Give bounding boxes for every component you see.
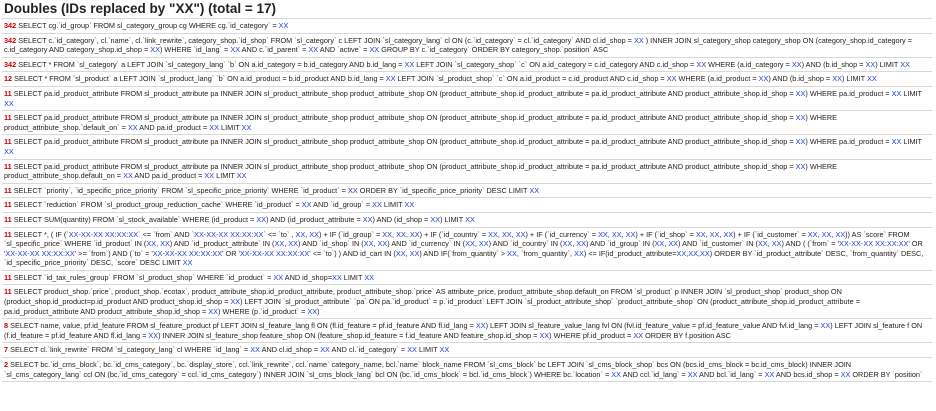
placeholder-token: XX bbox=[598, 229, 608, 239]
query-row bbox=[2, 213, 932, 228]
sql-fragment: SELECT pa.id_product_attribute FROM sl_product_attribute pa INNER JOIN sl_product_attribute_shop product_attribute_shop ON (product_attribute_shop.id_product_attribute = pa.id_product_attribute AND product_attribute_shop.id_shop = bbox=[13, 88, 796, 98]
sql-fragment: ) WHERE pf.id_product = bbox=[549, 330, 634, 340]
query-sql bbox=[14, 74, 877, 83]
query-row bbox=[2, 87, 932, 111]
placeholder-token: XX bbox=[576, 239, 586, 249]
sql-fragment: SELECT pa.id_product_attribute FROM sl_product_attribute pa INNER JOIN sl_product_attribute_shop product_attribute_shop ON (product_attribute_shop.id_product_attribute = pa.id_product_attribute AND product_attribute_shop.id_shop = bbox=[13, 137, 796, 147]
sql-fragment: SELECT c.`id_category`, cl.`name`, cl.`link_rewrite`, category_shop.`id_shop` FROM `sl_category` c LEFT JOIN `sl_category_lang` cl ON (c.`id_category` = cl.`id_category` AND cl.id_shop = bbox=[18, 35, 634, 45]
query-list bbox=[0, 18, 936, 382]
query-row bbox=[2, 160, 932, 184]
placeholder-token: XX bbox=[891, 137, 902, 147]
sql-fragment: ) WHERE (p.`id_product` = bbox=[217, 306, 308, 316]
sql-fragment: ) LEFT JOIN sl_feature f ON (f.id_feature = pf.id_feature AND fl.id_lang = bbox=[4, 321, 923, 340]
query-sql bbox=[4, 89, 922, 108]
query-count: 11 bbox=[4, 287, 12, 297]
sql-fragment: ) WHERE product_attribute_shop.`default_on` = bbox=[4, 113, 838, 132]
sql-fragment: ) LEFT JOIN `sl_product_attribute` `pa` ON pa.`id_product` = p.`id_product` LEFT JOIN `sl_product_attribute_shop` `product_attribute_shop` ON (product_attribute_shop.id_product_attribute = pa.id_product_attribute AND product_attribute_shop.id_shop = bbox=[4, 297, 860, 316]
placeholder-token: XX bbox=[865, 59, 876, 69]
sql-fragment: SELECT cg.`id_group` FROM sl_category_group cg WHERE cg.`id_category` = bbox=[18, 21, 279, 30]
sql-fragment: ) WHERE pa.id_product = bbox=[805, 88, 892, 98]
sql-fragment: , bbox=[497, 229, 502, 239]
placeholder-token: XX bbox=[230, 297, 241, 307]
sql-fragment: AND c.`id_parent` = bbox=[240, 45, 309, 55]
sql-fragment: , bbox=[156, 239, 161, 249]
query-sql bbox=[14, 215, 475, 224]
sql-fragment: ) INNER JOIN sl_category_shop category_shop ON (category_shop.id_category = c.id_category AND category_shop.id_shop = bbox=[4, 35, 912, 55]
sql-fragment: AND bcl.`id_lang` = bbox=[697, 369, 765, 379]
sql-fragment: ) WHERE `id_lang` = bbox=[159, 45, 231, 55]
sql-fragment: , bbox=[405, 248, 410, 258]
sql-fragment: , bbox=[621, 229, 626, 239]
placeholder-token: XX bbox=[475, 321, 486, 331]
placeholder-token: XX bbox=[633, 35, 644, 45]
query-row bbox=[2, 34, 932, 58]
placeholder-token: XX bbox=[404, 59, 415, 69]
sql-fragment: SELECT *, ( IF (` bbox=[13, 229, 69, 239]
query-count: 342 bbox=[4, 21, 17, 30]
sql-fragment: , `from_quantity`, bbox=[516, 248, 575, 258]
placeholder-token: XX bbox=[395, 248, 406, 258]
placeholder-token: XX bbox=[666, 74, 677, 84]
placeholder-token: XX bbox=[382, 229, 393, 239]
query-count: 11 bbox=[4, 214, 12, 224]
placeholder-token: XX bbox=[250, 345, 260, 355]
sql-fragment: ) + IF (`id_currency` = bbox=[525, 229, 599, 239]
query-count: 11 bbox=[4, 137, 12, 147]
placeholder-token: XX bbox=[372, 200, 382, 210]
placeholder-token: XX bbox=[757, 239, 768, 249]
placeholder-token: XX bbox=[182, 258, 193, 268]
placeholder-token: XX-XX-XX XX:XX:XX bbox=[68, 229, 139, 239]
query-row bbox=[2, 58, 932, 73]
placeholder-token: XX-XX-XX XX:XX:XX bbox=[839, 239, 909, 249]
sql-fragment: WHERE (a.id_product = bbox=[676, 74, 759, 84]
sql-fragment: ) AND `id_product_attribute` IN ( bbox=[169, 239, 275, 249]
placeholder-token: XX bbox=[407, 345, 417, 355]
placeholder-token: XX bbox=[4, 98, 14, 108]
sql-fragment: ' OR ' bbox=[222, 248, 240, 258]
sql-fragment: ORDER BY `position` bbox=[850, 369, 923, 379]
placeholder-token: XX bbox=[362, 214, 373, 224]
sql-fragment: ) AND (id_product_attribute = bbox=[266, 214, 363, 224]
placeholder-token: XX bbox=[832, 74, 842, 84]
placeholder-token: XX bbox=[539, 330, 550, 340]
query-count: 11 bbox=[4, 113, 12, 123]
query-row bbox=[2, 358, 932, 382]
sql-fragment: , bbox=[664, 239, 669, 249]
query-count: 2 bbox=[4, 360, 9, 370]
placeholder-token: XX bbox=[611, 229, 622, 239]
sql-fragment: LEFT JOIN `sl_product_shop` `c` ON a.id_product = c.id_product AND c.id_shop = bbox=[395, 74, 667, 84]
placeholder-token: XX bbox=[695, 229, 706, 239]
placeholder-token: XX bbox=[204, 171, 215, 181]
sql-fragment: SELECT `reduction` FROM `sl_product_group_reduction_cache` WHERE `id_product` = bbox=[13, 200, 302, 210]
sql-fragment: LIMIT bbox=[214, 171, 237, 181]
sql-fragment: GROUP BY c.`id_category` ORDER BY category_shop.`position` ASC bbox=[379, 45, 609, 55]
placeholder-token: XX bbox=[150, 45, 160, 55]
placeholder-token: XX bbox=[309, 229, 320, 239]
placeholder-token: XX bbox=[439, 345, 450, 355]
sql-fragment: ) + IF (`id_shop` = bbox=[635, 229, 696, 239]
placeholder-token: XX bbox=[700, 248, 710, 258]
sql-fragment: AND cl.`id_category` = bbox=[329, 345, 408, 355]
query-sql bbox=[18, 60, 910, 69]
placeholder-token: XX bbox=[758, 74, 769, 84]
placeholder-token: XX bbox=[347, 185, 358, 195]
placeholder-token: XX bbox=[795, 88, 806, 98]
placeholder-token: XX bbox=[668, 239, 679, 249]
placeholder-token: XX bbox=[764, 369, 775, 379]
sql-fragment: AND `active` = bbox=[318, 45, 370, 55]
placeholder-token: XX bbox=[278, 21, 289, 30]
query-count: 8 bbox=[4, 321, 9, 331]
sql-fragment: , bbox=[817, 229, 822, 239]
sql-fragment: SELECT name, value, pf.id_feature FROM sl_feature_product pf LEFT JOIN sl_feature_lang fl ON (fl.id_feature = pf.id_feature AND fl.id_lang = bbox=[10, 321, 476, 331]
placeholder-token: XX bbox=[840, 369, 851, 379]
sql-fragment: LIMIT bbox=[381, 200, 405, 210]
query-row bbox=[2, 111, 932, 135]
placeholder-token: XX bbox=[529, 185, 540, 195]
sql-fragment: , bbox=[767, 239, 772, 249]
query-row bbox=[2, 228, 932, 271]
placeholder-token: XX bbox=[123, 171, 133, 181]
placeholder-token: XX bbox=[160, 239, 170, 249]
sql-fragment: ) + IF (`id_customer` = bbox=[733, 229, 808, 239]
placeholder-token: XX bbox=[611, 369, 621, 379]
placeholder-token: XX bbox=[654, 239, 665, 249]
placeholder-token: XX-XX-XX XX:XX:XX bbox=[239, 248, 310, 258]
sql-fragment: SELECT * FROM `sl_product` a LEFT JOIN `sl_product_lang` `b` ON a.id_product = b.id_product AND b.id_lang = bbox=[14, 74, 386, 84]
placeholder-token: XX bbox=[241, 122, 252, 132]
placeholder-token: XX bbox=[295, 229, 306, 239]
placeholder-token: XX bbox=[515, 229, 526, 239]
placeholder-token: XX bbox=[369, 45, 380, 55]
query-count: 342 bbox=[4, 59, 17, 69]
sql-fragment: , bbox=[474, 239, 479, 249]
query-sql bbox=[14, 200, 414, 209]
sql-fragment: , bbox=[698, 248, 701, 258]
sql-fragment: ) AND (id_shop = bbox=[372, 214, 431, 224]
sql-fragment: ) + IF (`id_group` = bbox=[319, 229, 383, 239]
sql-fragment: SELECT pa.id_product_attribute FROM sl_product_attribute pa INNER JOIN sl_product_attribute_shop product_attribute_shop ON (product_attribute_shop.id_product_attribute = pa.id_product_attribute AND product_attribute_shop.id_shop = bbox=[13, 113, 796, 123]
placeholder-token: XX bbox=[688, 248, 698, 258]
placeholder-token: XX bbox=[633, 330, 644, 340]
sql-fragment: AND cl.id_shop = bbox=[259, 345, 321, 355]
sql-fragment: ' >= `from`) AND (`to` = ' bbox=[74, 248, 153, 258]
placeholder-token: XX bbox=[891, 88, 902, 98]
sql-fragment: ) AND `id_group` IN ( bbox=[585, 239, 655, 249]
sql-fragment: ORDER BY f.position ASC bbox=[643, 330, 731, 340]
sql-fragment: ) AND (b.id_shop = bbox=[768, 74, 833, 84]
placeholder-token: XX bbox=[208, 306, 218, 316]
placeholder-token: XX bbox=[687, 369, 698, 379]
query-sql bbox=[4, 230, 923, 268]
placeholder-token: XX bbox=[807, 229, 818, 239]
query-row bbox=[2, 135, 932, 159]
placeholder-token: XX bbox=[507, 248, 517, 258]
sql-fragment: ) LIMIT bbox=[875, 59, 901, 69]
placeholder-token: XX bbox=[488, 229, 498, 239]
query-count: 11 bbox=[4, 161, 12, 171]
sql-fragment: , bbox=[719, 229, 724, 239]
placeholder-token: XX bbox=[209, 122, 219, 132]
query-sql bbox=[4, 113, 837, 132]
sql-fragment: AND bcs.id_shop = bbox=[774, 369, 841, 379]
sql-fragment: , bbox=[831, 229, 836, 239]
sql-fragment: SELECT pa.id_product_attribute FROM sl_product_attribute pa INNER JOIN sl_product_attribute_shop product_attribute_shop ON (product_attribute_shop.id_product_attribute = pa.id_product_attribute AND product_attribute_shop.id_shop = bbox=[13, 161, 796, 171]
sql-fragment: ) AND (b.id_shop = bbox=[801, 59, 866, 69]
query-sql bbox=[4, 321, 922, 340]
sql-fragment: , bbox=[572, 239, 577, 249]
placeholder-token: XX bbox=[377, 239, 388, 249]
sql-fragment: , bbox=[373, 239, 378, 249]
placeholder-token: XX bbox=[230, 45, 241, 55]
sql-fragment: AND pa.id_product = bbox=[132, 171, 205, 181]
query-sql bbox=[4, 360, 922, 379]
sql-fragment: SELECT `id_tax_rules_group` FROM `sl_product_shop` WHERE `id_product` = bbox=[13, 272, 274, 282]
sql-fragment: ) WHERE product_attribute_shop.default_on = bbox=[4, 161, 838, 181]
placeholder-token: XX bbox=[274, 239, 285, 249]
query-sql bbox=[14, 186, 539, 195]
placeholder-token: XX bbox=[409, 248, 420, 258]
placeholder-token: XX-XX-XX XX:XX:XX bbox=[194, 229, 264, 239]
sql-fragment: ) bbox=[317, 306, 320, 316]
placeholder-token: XX bbox=[273, 272, 284, 282]
placeholder-token: XX bbox=[709, 229, 720, 239]
query-sql bbox=[4, 36, 912, 55]
placeholder-token: XX bbox=[396, 229, 406, 239]
query-sql bbox=[4, 287, 860, 315]
placeholder-token: XX bbox=[4, 146, 14, 156]
query-count: 11 bbox=[4, 272, 12, 282]
query-count: 11 bbox=[4, 200, 12, 210]
sql-fragment: ) AND `id_country` IN ( bbox=[488, 239, 563, 249]
query-count: 12 bbox=[4, 74, 13, 84]
sql-fragment: ) AND `id_customer` IN ( bbox=[678, 239, 758, 249]
placeholder-token: XX bbox=[127, 122, 138, 132]
sql-fragment: ) LIMIT bbox=[841, 74, 867, 84]
sql-fragment: , bbox=[607, 229, 612, 239]
sql-fragment: WHERE (a.id_category = bbox=[706, 59, 792, 69]
sql-fragment: , bbox=[686, 248, 689, 258]
query-row bbox=[2, 72, 932, 87]
query-sql bbox=[4, 162, 837, 181]
placeholder-token: XX bbox=[562, 239, 573, 249]
sql-fragment: ` <= `to` , bbox=[263, 229, 296, 239]
sql-fragment: ) LIMIT bbox=[440, 214, 466, 224]
sql-fragment: ) AND IF(`from_quantity` > bbox=[419, 248, 508, 258]
query-row bbox=[2, 343, 932, 358]
sql-fragment: SELECT `priority`, `id_specific_price_priority` FROM `sl_specific_price_priority` WHERE `id_product` = bbox=[13, 185, 348, 195]
sql-fragment: , bbox=[284, 239, 289, 249]
sql-fragment: LIMIT bbox=[416, 345, 440, 355]
sql-fragment: ) LEFT JOIN sl_feature_value_lang fvl ON (fvl.id_feature_value = pf.id_feature_value AND fvl.id_lang = bbox=[485, 321, 821, 331]
placeholder-token: XX bbox=[148, 330, 159, 340]
placeholder-token: XX bbox=[307, 306, 318, 316]
sql-fragment: ) + IF (`id_country` = bbox=[419, 229, 489, 239]
query-row bbox=[2, 18, 932, 34]
sql-fragment: SELECT SUM(quantity) FROM `sl_stock_available` WHERE (id_product = bbox=[13, 214, 257, 224]
query-sql bbox=[14, 273, 374, 282]
query-count: 11 bbox=[4, 88, 12, 98]
sql-fragment: ' OR ' bbox=[4, 239, 923, 258]
sql-fragment: , bbox=[405, 229, 410, 239]
query-sql bbox=[18, 21, 288, 30]
sql-fragment: ` <= `from` AND ` bbox=[138, 229, 195, 239]
query-count: 11 bbox=[4, 185, 12, 195]
placeholder-token: XX bbox=[795, 161, 806, 171]
placeholder-token: XX bbox=[501, 229, 512, 239]
placeholder-token: XX bbox=[821, 229, 832, 239]
placeholder-token: XX bbox=[900, 59, 910, 69]
query-row bbox=[2, 285, 932, 319]
sql-fragment: )) AS `score` FROM `sl_specific_price` WHERE `id_product` IN ( bbox=[4, 229, 910, 249]
placeholder-token: XX bbox=[696, 59, 707, 69]
sql-fragment: , bbox=[511, 229, 516, 239]
sql-fragment: SELECT product_shop.`price`, product_shop.`ecotax`, product_attribute_shop.id_product_attribute, product_attribute_shop.`price` AS attribute_price, product_attribute_shop.default_on FROM `sl_product` p INNER JOIN `sl_product_shop` product_shop ON (product_shop.id_product=p.id_product AND product_shop.id_shop = bbox=[4, 287, 842, 307]
query-sql bbox=[4, 137, 922, 156]
sql-fragment: , bbox=[305, 229, 310, 239]
placeholder-token: XX bbox=[308, 45, 319, 55]
sql-fragment: , bbox=[705, 229, 710, 239]
placeholder-token: XX bbox=[835, 229, 846, 239]
placeholder-token: XX bbox=[385, 74, 396, 84]
sql-fragment: LIMIT bbox=[219, 122, 242, 132]
placeholder-token: XX bbox=[791, 59, 802, 69]
sql-fragment: LIMIT bbox=[901, 137, 922, 147]
placeholder-token: XX bbox=[676, 248, 687, 258]
query-sql bbox=[10, 345, 449, 354]
query-row bbox=[2, 271, 932, 286]
sql-fragment: AND id_shop= bbox=[283, 272, 332, 282]
placeholder-token: XX bbox=[332, 272, 342, 282]
sql-fragment: ORDER BY `id_specific_price_priority` DESC LIMIT bbox=[357, 185, 530, 195]
sql-fragment: AND `id_group` = bbox=[311, 200, 373, 210]
sql-fragment: ) AND `id_shop` IN ( bbox=[298, 239, 364, 249]
placeholder-token: XX-XX-XX XX:XX:XX bbox=[152, 248, 223, 258]
sql-fragment: ) WHERE pa.id_product = bbox=[805, 137, 892, 147]
page-title: Doubles (IDs replaced by "XX") (total = 17) bbox=[4, 1, 276, 16]
query-row bbox=[2, 319, 932, 343]
placeholder-token: XX bbox=[236, 171, 247, 181]
sql-fragment: ) <= IF(id_product_attribute= bbox=[583, 248, 677, 258]
placeholder-token: XX bbox=[723, 229, 734, 239]
placeholder-token: XX bbox=[256, 214, 267, 224]
placeholder-token: XX bbox=[625, 229, 636, 239]
sql-fragment: LEFT JOIN `sl_category_shop` `c` ON a.id_category = c.id_category AND c.id_shop = bbox=[414, 59, 697, 69]
sql-fragment: ) AND `id_currency` IN ( bbox=[387, 239, 466, 249]
sql-fragment: LIMIT bbox=[341, 272, 365, 282]
placeholder-token: XX bbox=[795, 113, 806, 123]
placeholder-token: XX bbox=[465, 239, 475, 249]
sql-fragment: , bbox=[392, 229, 397, 239]
placeholder-token: XX bbox=[363, 239, 374, 249]
placeholder-token: XX bbox=[574, 248, 584, 258]
placeholder-token: XX bbox=[771, 239, 782, 249]
sql-fragment: ) ORDER BY `id_product_attribute` DESC, `from_quantity` DESC, `id_specific_price_priority` DESC, `score` DESC LIMIT bbox=[4, 248, 924, 268]
placeholder-token: XX bbox=[320, 345, 330, 355]
sql-fragment: SELECT bc.`id_cms_block`, bc.`id_cms_category`, bc.`display_store`, ccl.`link_rewrite`, ccl.`name` category_name, bcl.`name` block_name FROM `sl_cms_block` bc LEFT JOIN `sl_cms_block_shop` bcs ON (bcs.id_cms_block = bc.id_cms_block) INNER JOIN `sl_cms_category_lang` ccl ON (bc.`id_cms_category` = ccl.`id_cms_category`) INNER JOIN `sl_cms_block_lang` bcl ON (bc.`id_cms_block` = bcl.`id_cms_block`) WHERE bc.`location` = bbox=[4, 360, 852, 379]
sql-fragment: ' <= `to`) ) AND id_cart IN ( bbox=[309, 248, 396, 258]
placeholder-token: XX bbox=[409, 229, 420, 239]
query-count: 11 bbox=[4, 229, 12, 239]
sql-fragment: AND pa.id_product = bbox=[137, 122, 210, 132]
sql-fragment: SELECT cl.`link_rewrite` FROM `sl_category_lang` cl WHERE `id_lang` = bbox=[10, 345, 251, 355]
placeholder-token: XX bbox=[146, 239, 157, 249]
sql-fragment: AND ccl.`id_lang` = bbox=[620, 369, 688, 379]
placeholder-token: XX bbox=[820, 321, 831, 331]
placeholder-token: XX bbox=[866, 74, 877, 84]
placeholder-token: XX bbox=[478, 239, 489, 249]
placeholder-token: XX bbox=[404, 200, 415, 210]
sql-fragment: SELECT * FROM `sl_category` a LEFT JOIN `sl_category_lang` `b` ON a.id_category = b.id_category AND b.id_lang = bbox=[18, 59, 405, 69]
query-row bbox=[2, 184, 932, 199]
sql-fragment: ) INNER JOIN sl_feature_shop feature_shop ON (feature_shop.id_feature = f.id_feature AND feature_shop.id_shop = bbox=[158, 330, 540, 340]
placeholder-token: XX bbox=[465, 214, 475, 224]
query-count: 7 bbox=[4, 345, 9, 355]
query-count: 342 bbox=[4, 35, 17, 45]
query-row bbox=[2, 198, 932, 213]
placeholder-token: XX-XX-XX XX:XX:XX bbox=[5, 248, 75, 258]
placeholder-token: XX bbox=[288, 239, 299, 249]
sql-fragment: LIMIT bbox=[901, 88, 922, 98]
placeholder-token: XX bbox=[795, 137, 806, 147]
placeholder-token: XX bbox=[301, 200, 312, 210]
placeholder-token: XX bbox=[364, 272, 375, 282]
sql-fragment: ) AND ( (`from` = ' bbox=[781, 239, 839, 249]
placeholder-token: XX bbox=[430, 214, 441, 224]
